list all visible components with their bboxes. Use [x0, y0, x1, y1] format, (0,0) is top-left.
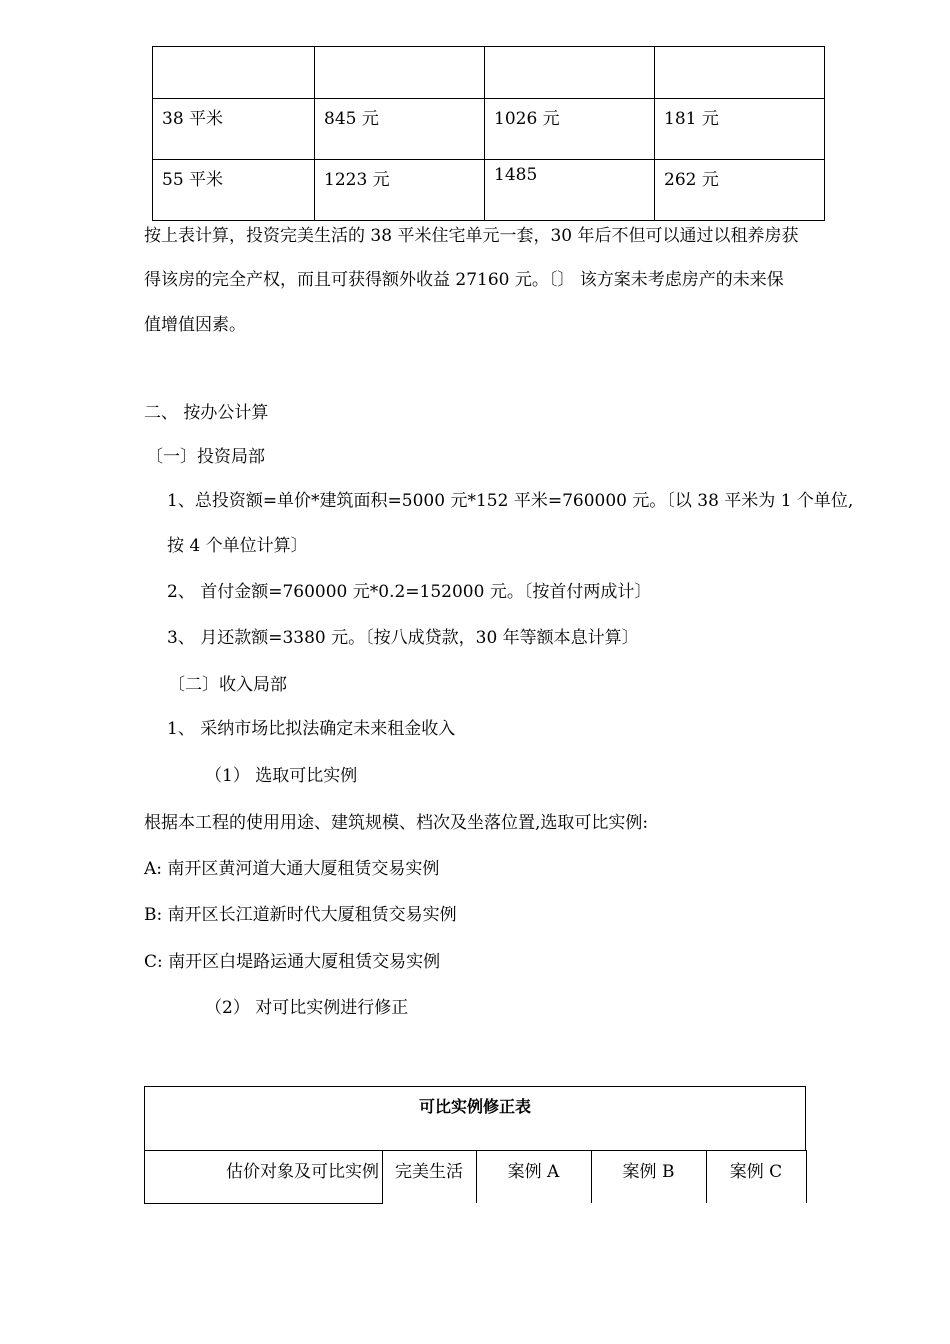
list-item: 1、 采纳市场比拟法确定未来租金收入: [167, 719, 456, 739]
section-heading: 二、 按办公计算: [144, 403, 269, 423]
list-item: 1、总投资额=单价*建筑面积=5000 元*152 平米=760000 元。〔以 38 平米为 1 个单位,: [167, 491, 854, 511]
rent-comparison-table: [152, 46, 825, 221]
table-cell: 262 元: [655, 160, 825, 221]
table-row: [153, 47, 825, 99]
paragraph-line: 得该房的完全产权，而且可获得额外收益 27160 元。〔〕 该方案未考虑房产的未来保: [144, 270, 784, 290]
step-heading: （2） 对可比实例进行修正: [205, 998, 409, 1018]
table-title: 可比实例修正表: [418, 1097, 531, 1116]
table-cell: 1026 元: [485, 99, 655, 160]
table-cell: [153, 47, 315, 99]
table-header-cell: 案例 A: [507, 1162, 560, 1182]
list-item: 3、 月还款额=3380 元。〔按八成贷款，30 年等额本息计算〕: [167, 628, 639, 648]
table-cell: 1485: [485, 160, 655, 221]
case-item: A: 南开区黄河道大通大厦租赁交易实例: [144, 859, 440, 879]
table-cell: 845 元: [315, 99, 485, 160]
table-row: [153, 99, 825, 160]
table-cell: 38 平米: [153, 99, 315, 160]
table-cell: 1223 元: [315, 160, 485, 221]
paragraph-line: 值增值因素。: [144, 315, 246, 335]
correction-table-title-box: [144, 1086, 806, 1150]
table-border: [144, 1203, 383, 1204]
table-header-cell: 案例 C: [729, 1162, 783, 1182]
subsection-heading: 〔二〕收入局部: [168, 675, 287, 695]
case-item: B: 南开区长江道新时代大厦租赁交易实例: [144, 905, 457, 925]
paragraph-line: 按上表计算，投资完美生活的 38 平米住宅单元一套，30 年后不但可以通过以租养房获: [144, 226, 799, 246]
table-border: [806, 1151, 807, 1203]
correction-table-header-row: [144, 1150, 807, 1203]
step-heading: （1） 选取可比实例: [205, 766, 358, 786]
table-cell: [655, 47, 825, 99]
table-cell: 181 元: [655, 99, 825, 160]
table-row: [153, 160, 825, 221]
subsection-heading: 〔一〕投资局部: [146, 447, 265, 467]
paragraph-line: 根据本工程的使用用途、建筑规模、档次及坐落位置,选取可比实例:: [144, 813, 649, 833]
case-item: C: 南开区白堤路运通大厦租赁交易实例: [144, 952, 441, 972]
table-cell: 55 平米: [153, 160, 315, 221]
table-header-cell: 完美生活: [395, 1162, 463, 1182]
table-cell: [315, 47, 485, 99]
list-item: 2、 首付金额=760000 元*0.2=152000 元。〔按首付两成计〕: [167, 582, 652, 602]
table-header-cell: 案例 B: [622, 1162, 675, 1182]
table-header-cell: 估价对象及可比实例: [226, 1162, 379, 1182]
table-cell: [485, 47, 655, 99]
list-item: 按 4 个单位计算〕: [167, 536, 308, 556]
